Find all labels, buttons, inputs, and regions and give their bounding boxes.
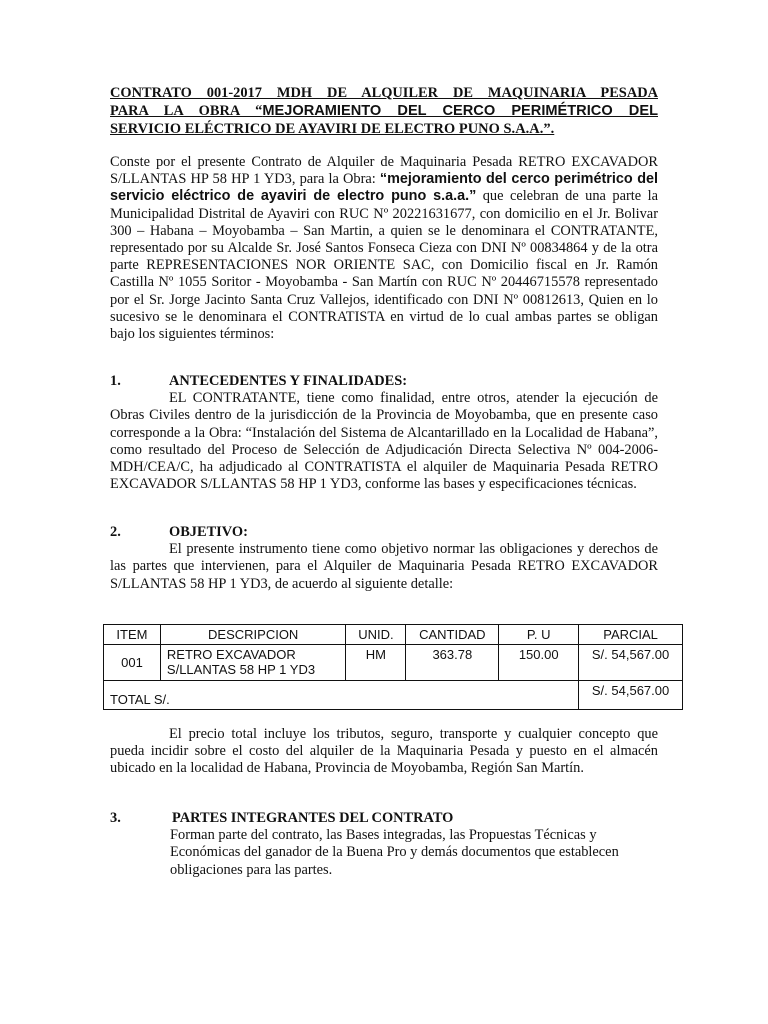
- section-3-line-3: obligaciones para las partes.: [170, 861, 333, 878]
- header-parcial: PARCIAL: [579, 625, 683, 645]
- header-unid: UNID.: [346, 625, 406, 645]
- section-3-line-2: Económicas del ganador de la Buena Pro y demás documentos que establecen: [170, 844, 619, 861]
- section-3-line-1: Forman parte del contrato, las Bases integradas, las Propuestas Técnicas y: [170, 827, 597, 844]
- section-1-text: EL CONTRATANTE, tiene como finalidad, entre otros, atender la ejecución de Obras Civiles dentro de la jurisdicción de la Provincia de Moyobamba, que en presente caso corresponde a la Obra: “Instalación del Sistema de Alcantarillado en la Localidad de Habana”, como resultado del Proceso de Selección de Adjudicación Directa Selectiva Nº 004-2006-MDH/CEA/C, ha adjudicado al CONTRATISTA el alquiler de Maquinaria Pesada RETRO EXCAVADOR S/LLANTAS 58 HP 1 YD3, conforme las bases y especificaciones técnicas.: [110, 390, 658, 493]
- section-1-number: 1.: [110, 373, 121, 389]
- section-3: [110, 810, 658, 879]
- heading-line-2: [110, 102, 658, 120]
- heading-line-2-prefix: PARA LA OBRA “: [110, 103, 263, 119]
- section-1-heading: ANTECEDENTES Y FINALIDADES:: [169, 373, 408, 389]
- intro-text-1: Conste por el presente Contrato de Alquiler de Maquinaria Pesada RETRO EXCAVADOR S/LLANTAS HP 58 HP 1 YD3, para la Obra:: [110, 154, 658, 188]
- section-3-heading: PARTES INTEGRANTES DEL CONTRATO: [172, 810, 454, 826]
- table-total-row: [104, 681, 683, 710]
- contract-heading: [110, 84, 658, 138]
- items-table-wrapper: [103, 624, 683, 710]
- heading-line-1: CONTRATO 001-2017 MDH DE ALQUILER DE MAQUINARIA PESADA: [110, 85, 658, 101]
- heading-line-3: SERVICIO ELÉCTRICO DE AYAVIRI DE ELECTRO PUNO S.A.A.”.: [110, 121, 555, 137]
- total-value: S/. 54,567.00: [579, 681, 683, 710]
- section-3-body: [170, 827, 658, 879]
- cell-parcial: S/. 54,567.00: [579, 645, 683, 681]
- cell-unid: HM: [346, 645, 406, 681]
- section-1: [110, 373, 658, 493]
- cell-item: 001: [104, 645, 161, 681]
- intro-paragraph: [110, 154, 658, 343]
- header-cantidad: CANTIDAD: [406, 625, 499, 645]
- table-row: [104, 645, 683, 681]
- cell-cantidad: 363.78: [406, 645, 499, 681]
- intro-obra: “mejoramiento del cerco perimétrico del servicio eléctrico de ayaviri de electro puno s.a.a.”: [110, 171, 658, 205]
- section-2: [110, 524, 658, 593]
- header-item: ITEM: [104, 625, 161, 645]
- price-note: [110, 726, 658, 778]
- header-descripcion: DESCRIPCION: [160, 625, 346, 645]
- section-2-title: [110, 524, 658, 541]
- section-2-text: El presente instrumento tiene como objetivo normar las obligaciones y derechos de las partes que intervienen, para el Alquiler de Maquinaria Pesada RETRO EXCAVADOR S/LLANTAS 58 HP 1 YD3, de acuerdo al siguiente detalle:: [110, 541, 658, 592]
- intro-text-2: que celebran de una parte la Municipalidad Distrital de Ayaviri con RUC Nº 20221631677, con domicilio en el Jr. Bolivar 300 – Habana – Moyobamba – San Martin, a quien se le denominara el CONTRATANTE, representado por su Alcalde Sr. José Santos Fonseca Cieza con DNI Nº 00834864 y de la otra parte REPRESENTACIONES NOR ORIENTE SAC, con Domicilio fiscal en Jr. Ramón Castilla Nº 1055 Soritor - Moyobamba - San Martín con RUC Nº 20446715578 representado por el Sr. Jorge Jacinto Santa Cruz Vallejos, identificado con DNI Nº 00812613, Quien en lo sucesivo se le denominara el CONTRATISTA en virtud de lo cual ambas partes se obligan bajo los siguientes términos:: [110, 188, 658, 343]
- table-header-row: [104, 625, 683, 645]
- cell-descripcion-line-2: S/LLANTAS 58 HP 1 YD3: [166, 662, 316, 677]
- section-2-number: 2.: [110, 524, 121, 540]
- total-label: TOTAL S/.: [104, 681, 579, 710]
- section-1-title: [110, 373, 658, 390]
- cell-descripcion-line-1: RETRO EXCAVADOR: [166, 647, 296, 662]
- cell-pu: 150.00: [499, 645, 579, 681]
- header-pu: P. U: [499, 625, 579, 645]
- section-3-title: [110, 810, 658, 827]
- heading-line-2-title: MEJORAMIENTO DEL CERCO PERIMÉTRICO DEL: [262, 103, 658, 119]
- cell-descripcion: [160, 645, 346, 681]
- section-2-heading: OBJETIVO:: [169, 524, 248, 540]
- section-3-number: 3.: [110, 810, 121, 826]
- price-note-text: El precio total incluye los tributos, seguro, transporte y cualquier concepto que pueda incidir sobre el costo del alquiler de la Maquinaria Pesada y puesto en el almacén ubicado en la localidad de Habana, Provincia de Moyobamba, Región San Martín.: [110, 726, 658, 777]
- items-table: [103, 624, 683, 710]
